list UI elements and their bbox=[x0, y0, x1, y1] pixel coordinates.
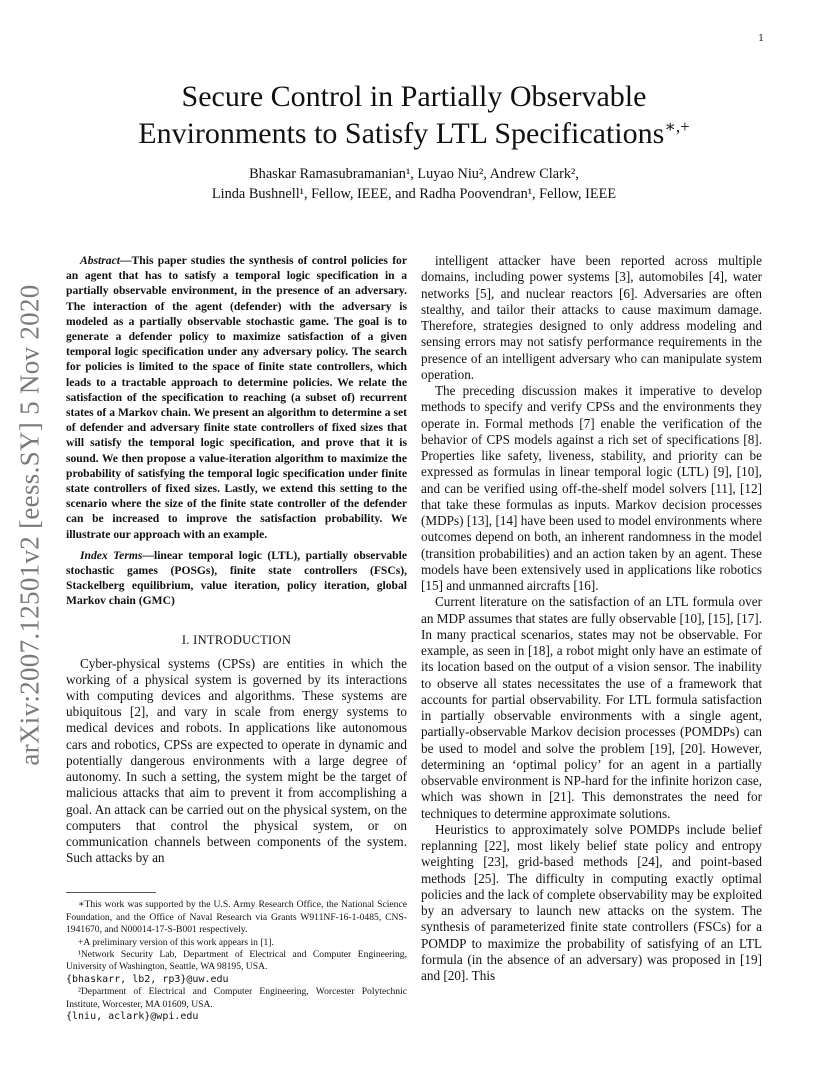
body-paragraph-1: intelligent attacker have been reported across multiple domains, including power systems [3], automobiles [4], water networks [5], and nuclear reactors [6]. Adversaries are often stealthy, and tailor their attacks to cause maximum damage. Therefore, strategies designed to only address modeling and sensing errors may not satisfy performance requirements in the presence of an intelligent adversary who can manipulate system operation. bbox=[421, 253, 762, 382]
body-paragraph-4: Heuristics to approximately solve POMDPs include belief replanning [22], most likely belief state policy and entropy weighting [23], grid-based methods [24], and point-based methods [25]. The difficulty in computing exactly optimal policies and the lack of complete observability may be exploited by an adversary to launch new attacks on the system. The synthesis of parameterized finite state controllers (FSCs) for a POMDP to maximize the probability of satisfying of an LTL formula (in the absence of an adversary) was proposed in [19] and [20]. This bbox=[421, 821, 762, 983]
page-number: 1 bbox=[758, 34, 764, 44]
authors-line-2: Linda Bushnell¹, Fellow, IEEE, and Radha Poovendran¹, Fellow, IEEE bbox=[211, 186, 617, 202]
left-column bbox=[66, 253, 407, 1023]
arxiv-id: arXiv:2007.12501v2 [eess.SY] 5 Nov 2020 bbox=[14, 284, 45, 766]
title-marks: ∗,+ bbox=[664, 117, 690, 136]
index-terms bbox=[66, 548, 407, 609]
index-terms-label: Index Terms bbox=[80, 548, 143, 562]
body-paragraph-3: Current literature on the satisfaction of an LTL formula over an MDP assumes that states are fully observable [10], [15], [17]. In many practical scenarios, states may not be observable. For example, as seen in [18], a robot might only have an estimate of its location based on the output of a vision sensor. The inability to observe all states necessitates the use of a framework that accounts for partial observability. For LTL formula satisfaction in partially observable environments with a single agent, partially-observable Markov decision processes (POMDPs) can be used to model and solve the problem [19], [20]. However, determining an ‘optimal policy’ for an agent in a partially observable environment is NP-hard for the infinite horizon case, which was shown in [21]. This demonstrates the need for techniques to determine approximate solutions. bbox=[421, 594, 762, 821]
paper-title bbox=[60, 78, 768, 152]
author-list bbox=[60, 164, 768, 204]
index-terms-text: —linear temporal logic (LTL), partially observable stochastic games (POSGs), finite state controllers (FSCs), Stackelberg equilibrium, value iteration, policy iteration, global Markov chain (GMC) bbox=[66, 548, 407, 608]
footnotes bbox=[66, 899, 407, 1023]
abstract-text: This paper studies the synthesis of control policies for an agent that has to satisfy a temporal logic specification in a partially observable environment, in the presence of an adversary. The interaction of the agent (defender) with the adversary is modeled as a partially observable stochastic game. The goal is to generate a defender policy to maximize satisfaction of a given temporal logic specification under any adversary policy. The search for policies is limited to the space of finite state controllers, which leads to a tractable approach to determine policies. We relate the satisfaction of the specification to reaching (a subset of) recurrent states of a Markov chain. We present an algorithm to determine a set of defender and adversary finite state controllers of fixed sizes that will satisfy the temporal logic specification, and prove that it is sound. We then propose a value-iteration algorithm to maximize the probability of satisfying the temporal logic specification under finite state controllers of fixed sizes. Lastly, we extend this setting to the scenario where the size of the finite state controller of the defender can be increased to improve the satisfaction probability. We illustrate our approach with an example. bbox=[66, 254, 407, 541]
footnote-preliminary: +A preliminary version of this work appears in [1]. bbox=[78, 936, 274, 948]
footnote-funding: ∗This work was supported by the U.S. Army Research Office, the National Science Foundation, and the Office of Naval Research via Grants W911NF-16-1-0485, CNS-1941670, and N00014-17-S-B001 respectively. bbox=[66, 899, 407, 936]
body-paragraph-2: The preceding discussion makes it imperative to develop methods to specify and verify CPSs and the environments they operate in. Formal methods [7] enable the verification of the behavior of CPS models against a rich set of specifications [8]. Properties like safety, liveness, stability, and priority can be expressed as formulas in linear temporal logic (LTL) [9], [10], and can be verified using off-the-shelf model solvers [11], [12] that take these formulas as inputs. Markov decision processes (MDPs) [13], [14] have been used to model environments where outcomes depend on both, an inherent randomness in the model (transition probabilities) and an action taken by an agent. These models have been extensively used in applications like robotics [15] and unmanned aircrafts [16]. bbox=[421, 383, 762, 593]
title-line-1: Secure Control in Partially Observable bbox=[181, 80, 647, 113]
title-line-2 bbox=[60, 115, 768, 152]
intro-paragraph-1: Cyber-physical systems (CPSs) are entities in which the working of a physical system is governed by its interactions with computing devices and algorithms. These systems are ubiquitous [2], and vary in scale from energy systems to medical devices and robots. In applications like autonomous cars and robotics, CPSs are expected to operate in dynamic and potentially dangerous environments with a large degree of autonomy. In such a setting, the system might be the target of malicious attacks that aim to prevent it from accomplishing a goal. An attack can be carried out on the physical system, on the computers that control the physical system, or on communication channels between components of the system. Such attacks by an bbox=[66, 655, 407, 866]
footnote-affiliation-2: ²Department of Electrical and Computer Engineering, Worcester Polytechnic Institute, Worcester, MA 01609, USA. bbox=[66, 986, 407, 1010]
footnote-rule bbox=[66, 892, 156, 893]
section-heading: I. INTRODUCTION bbox=[181, 632, 292, 647]
authors-line-1: Bhaskar Ramasubramanian¹, Luyao Niu², Andrew Clark², bbox=[249, 166, 579, 182]
footnote-email-1: {bhaskarr, lb2, rp3}@uw.edu bbox=[66, 973, 229, 985]
footnote-affiliation-1: ¹Network Security Lab, Department of Electrical and Computer Engineering, University of Washington, Seattle, WA 98195, USA. bbox=[66, 948, 407, 973]
abstract bbox=[66, 253, 407, 542]
abstract-label: Abstract— bbox=[80, 254, 132, 267]
footnote-email-2: {lniu, aclark}@wpi.edu bbox=[66, 1010, 199, 1022]
right-column bbox=[421, 253, 762, 984]
title-line-2-text: Environments to Satisfy LTL Specifications bbox=[138, 117, 665, 150]
arxiv-watermark bbox=[14, 282, 46, 768]
